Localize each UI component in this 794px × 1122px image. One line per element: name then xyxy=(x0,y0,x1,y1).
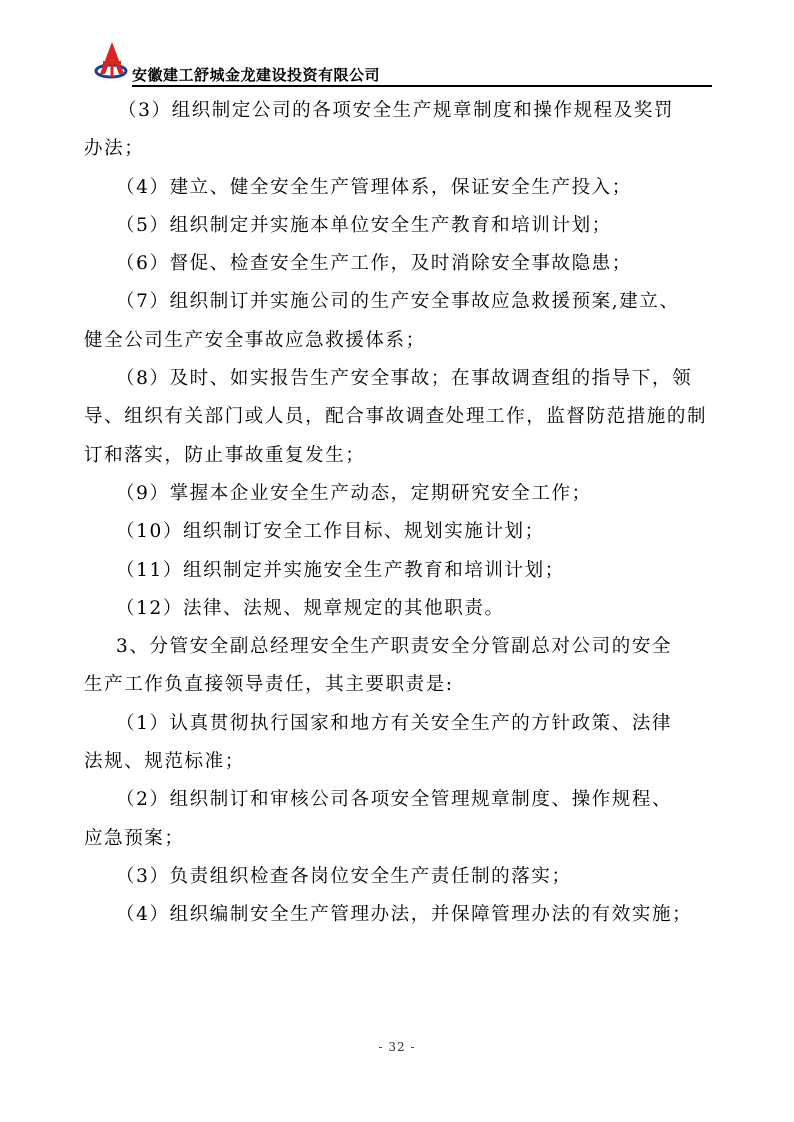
company-name: 安徽建工舒城金龙建设投资有限公司 xyxy=(132,66,381,84)
text-line: （4）建立、健全安全生产管理体系，保证安全生产投入； xyxy=(116,176,632,198)
text-line: （12）法律、法规、规章规定的其他职责。 xyxy=(116,597,505,619)
text-line: 应急预案； xyxy=(84,827,185,849)
page-number: - 32 - xyxy=(378,1040,416,1054)
text-line: 生产工作负直接领导责任，其主要职责是: xyxy=(84,674,454,696)
text-line: （9）掌握本企业安全生产动态，定期研究安全工作； xyxy=(116,482,592,504)
company-logo-icon xyxy=(92,40,132,82)
text-line: （8）及时、如实报告生产安全事故；在事故调查组的指导下，领 xyxy=(116,368,693,390)
text-line: （7）组织制订并实施公司的生产安全事故应急救援预案,建立、 xyxy=(116,291,680,313)
header-rule xyxy=(132,85,712,87)
text-line: 健全公司生产安全事故应急救援体系； xyxy=(84,329,426,351)
text-line: （11）组织制定并实施安全生产教育和培训计划； xyxy=(116,559,565,581)
text-line: （6）督促、检查安全生产工作，及时消除安全事故隐患； xyxy=(116,253,632,275)
text-line: 订和落实，防止事故重复发生； xyxy=(84,444,366,466)
text-line: （3）组织制定公司的各项安全生产规章制度和操作规程及奖罚 xyxy=(118,100,675,121)
text-line: （4）组织编制安全生产管理办法，并保障管理办法的有效实施； xyxy=(116,904,693,926)
document-body xyxy=(84,92,718,935)
text-line: 导、组织有关部门或人员，配合事故调查处理工作，监督防范措施的制 xyxy=(84,406,708,428)
text-line: （5）组织制定并实施本单位安全生产教育和培训计划； xyxy=(116,214,612,236)
text-line: 办法； xyxy=(84,138,145,160)
text-line: （10）组织制订安全工作目标、规划实施计划； xyxy=(116,521,545,543)
text-line: （3）负责组织检查各岗位安全生产责任制的落实； xyxy=(116,865,572,887)
section-heading: 3、分管安全副总经理安全生产职责安全分管副总对公司的安全 xyxy=(116,636,673,658)
text-line: 法规、规范标准； xyxy=(84,751,245,773)
page-header xyxy=(92,40,712,88)
text-line: （2）组织制订和审核公司各项安全管理规章制度、操作规程、 xyxy=(116,789,673,811)
text-line: （1）认真贯彻执行国家和地方有关安全生产的方针政策、法律 xyxy=(116,712,673,734)
